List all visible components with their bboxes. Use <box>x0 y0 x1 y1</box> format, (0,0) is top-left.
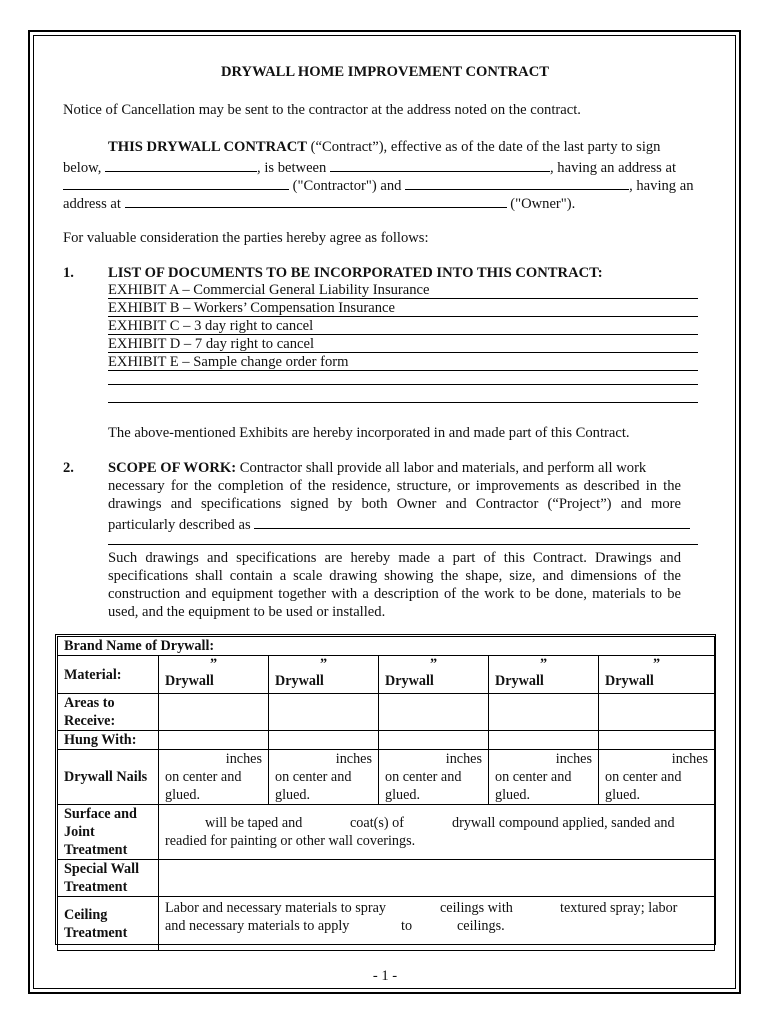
material-label: Material: <box>58 656 159 694</box>
special-label-2: Treatment <box>64 879 128 895</box>
on-center-text: on center and <box>165 769 242 785</box>
exhibits-incorporated-text: The above-mentioned Exhibits are hereby incorporated in and made part of this Contract. <box>108 425 630 441</box>
scope-line-1-text: Contractor shall provide all labor and materials, and perform all work <box>236 460 647 476</box>
inch-mark: ” <box>209 656 218 672</box>
drywall-label: Drywall <box>605 673 654 689</box>
cancellation-notice: Notice of Cancellation may be sent to the contractor at the address noted on the contract. <box>63 102 581 118</box>
owner-text: ("Owner"). <box>506 196 576 212</box>
areas-cell-4[interactable] <box>489 694 599 731</box>
contract-lead-rest: (“Contract”), effective as of the date of the last party to sign <box>306 139 661 155</box>
glued-text: glued. <box>385 787 421 803</box>
special-wall-row <box>58 860 715 897</box>
nails-cell-3[interactable] <box>379 750 489 805</box>
contractor-address-blank[interactable] <box>63 175 289 190</box>
glued-text: glued. <box>165 787 201 803</box>
surface-joint-label <box>58 805 159 860</box>
coats-text: coat(s) of <box>350 815 404 831</box>
exhibit-e: EXHIBIT E – Sample change order form <box>108 354 349 370</box>
material-cell-1[interactable] <box>159 656 269 694</box>
drawings-line-1: Such drawings and specifications are hereby made a part of this Contract. Drawings and <box>108 550 681 566</box>
compound-text: drywall compound applied, sanded and <box>452 815 675 831</box>
ceilings-text: ceilings. <box>457 918 505 934</box>
scope-line-2: necessary for the completion of the residence, structure, or improvements as described in the <box>108 478 681 494</box>
owner-name-blank[interactable] <box>405 175 629 190</box>
ceiling-label-1: Ceiling <box>64 906 108 923</box>
glued-text: glued. <box>495 787 531 803</box>
exhibit-blank-line-2[interactable] <box>108 402 698 403</box>
exhibit-a: EXHIBIT A – Commercial General Liability Insurance <box>108 282 430 298</box>
on-center-text: on center and <box>495 769 572 785</box>
exhibit-d-line[interactable] <box>108 336 698 353</box>
areas-label <box>58 694 159 731</box>
areas-cell-3[interactable] <box>379 694 489 731</box>
readied-text: readied for painting or other wall coverings. <box>165 833 416 849</box>
hung-cell-2[interactable] <box>269 731 379 750</box>
nails-cell-1[interactable] <box>159 750 269 805</box>
described-as-text: particularly described as <box>108 517 251 533</box>
nails-cell-2[interactable] <box>269 750 379 805</box>
scope-line-1 <box>108 460 646 477</box>
areas-row <box>58 694 715 731</box>
exhibit-b: EXHIBIT B – Workers’ Compensation Insurance <box>108 300 395 316</box>
is-between-text: , is between <box>257 160 327 176</box>
contractor-name-blank[interactable] <box>330 157 550 172</box>
drawings-line-3: construction and equipment together with a description of the work to be done, materials to be <box>108 586 681 602</box>
brand-name-label: Brand Name of Drywall: <box>64 638 215 654</box>
below-text: below, <box>63 160 102 176</box>
drywall-label: Drywall <box>385 673 434 689</box>
ceilings-with-text: ceilings with <box>440 900 513 916</box>
drywall-label: Drywall <box>495 673 544 689</box>
surface-label-2: Joint <box>64 824 95 840</box>
surface-label-1: Surface and <box>64 806 137 822</box>
areas-cell-2[interactable] <box>269 694 379 731</box>
inches-text: inches <box>335 751 372 767</box>
surface-row <box>58 805 715 860</box>
document-title: DRYWALL HOME IMPROVEMENT CONTRACT <box>220 64 549 80</box>
on-center-text: on center and <box>385 769 462 785</box>
project-description-blank[interactable] <box>254 514 690 529</box>
section-2-heading: SCOPE OF WORK: <box>108 460 237 476</box>
hung-cell-1[interactable] <box>159 731 269 750</box>
exhibit-e-line[interactable] <box>108 354 698 371</box>
exhibit-b-line[interactable] <box>108 300 698 317</box>
nails-cell-4[interactable] <box>489 750 599 805</box>
hung-cell-5[interactable] <box>599 731 715 750</box>
date-blank[interactable] <box>105 157 257 172</box>
brand-name-cell[interactable] <box>58 637 715 656</box>
exhibit-c-line[interactable] <box>108 318 698 335</box>
scope-line-4 <box>108 514 690 534</box>
surface-treatment-cell[interactable] <box>159 805 715 860</box>
consideration-text: For valuable consideration the parties hereby agree as follows: <box>63 230 429 246</box>
contract-lead: THIS DRYWALL CONTRACT <box>108 139 307 155</box>
drywall-label: Drywall <box>165 673 214 689</box>
page-number: - 1 - <box>372 968 398 984</box>
drawings-line-2: specifications shall contain a scale drawing showing the shape, size, and dimensions of the <box>108 568 681 584</box>
on-center-text: on center and <box>605 769 682 785</box>
inch-mark: ” <box>319 656 328 672</box>
drywall-nails-label: Drywall Nails <box>58 750 159 805</box>
exhibit-a-line[interactable] <box>108 282 698 299</box>
drywall-specification-table <box>57 636 715 951</box>
contractor-text: ("Contractor") and <box>289 178 402 194</box>
on-center-text: on center and <box>275 769 352 785</box>
exhibit-blank-line-1[interactable] <box>108 384 698 385</box>
drywall-label: Drywall <box>275 673 324 689</box>
inches-text: inches <box>225 751 262 767</box>
section-1-number: 1. <box>63 265 74 281</box>
inch-mark: ” <box>539 656 548 672</box>
ceiling-label-2: Treatment <box>64 924 128 941</box>
areas-cell-1[interactable] <box>159 694 269 731</box>
project-description-blank-2[interactable] <box>108 544 698 545</box>
inches-text: inches <box>671 751 709 767</box>
ceiling-label <box>58 897 159 951</box>
areas-cell-5[interactable] <box>599 694 715 731</box>
hung-cell-3[interactable] <box>379 731 489 750</box>
apply-text: and necessary materials to apply <box>165 918 350 934</box>
nails-row <box>58 750 715 805</box>
section-1-heading: LIST OF DOCUMENTS TO BE INCORPORATED INTO THIS CONTRACT: <box>108 265 603 281</box>
material-cell-3[interactable] <box>379 656 489 694</box>
special-wall-cell[interactable] <box>159 860 715 897</box>
exhibit-c: EXHIBIT C – 3 day right to cancel <box>108 318 314 334</box>
drawings-line-4: used, and the equipment to be used or installed. <box>108 604 386 620</box>
owner-address-blank[interactable] <box>125 193 507 208</box>
glued-text: glued. <box>275 787 311 803</box>
material-cell-5[interactable] <box>599 656 715 694</box>
hung-row <box>58 731 715 750</box>
material-cell-4[interactable] <box>489 656 599 694</box>
glued-text: glued. <box>605 787 641 803</box>
ceiling-treatment-cell[interactable] <box>159 897 715 951</box>
section-2-number: 2. <box>63 460 74 476</box>
having-an-text: , having an <box>629 178 694 194</box>
having-address-text: , having an address at <box>550 160 677 176</box>
nails-cell-5[interactable] <box>599 750 715 805</box>
to-text: to <box>401 918 413 934</box>
spray-text: Labor and necessary materials to spray <box>165 900 387 916</box>
scope-line-3: drawings and specifications signed by both Owner and Contractor (“Project”) and more <box>108 496 681 512</box>
hung-with-label: Hung With: <box>58 731 159 750</box>
intro-line-1 <box>108 139 660 156</box>
intro-line-2 <box>63 157 676 177</box>
taped-text: will be taped and <box>205 815 303 831</box>
exhibit-d: EXHIBIT D – 7 day right to cancel <box>108 336 315 352</box>
inches-text: inches <box>445 751 482 767</box>
areas-label-2: Receive: <box>64 713 116 729</box>
inches-text: inches <box>555 751 592 767</box>
brand-row <box>58 637 715 656</box>
inch-mark: ” <box>652 656 661 672</box>
material-row <box>58 656 715 694</box>
inch-mark: ” <box>429 656 438 672</box>
material-cell-2[interactable] <box>269 656 379 694</box>
address-at-text: address at <box>63 196 121 212</box>
special-wall-label <box>58 860 159 897</box>
intro-line-4 <box>63 193 575 213</box>
intro-line-3 <box>63 175 694 195</box>
hung-cell-4[interactable] <box>489 731 599 750</box>
surface-label-3: Treatment <box>64 842 128 858</box>
textured-spray-text: textured spray; labor <box>560 900 678 916</box>
special-label-1: Special Wall <box>64 861 140 877</box>
ceiling-row <box>58 897 715 951</box>
areas-label-1: Areas to <box>64 695 115 711</box>
